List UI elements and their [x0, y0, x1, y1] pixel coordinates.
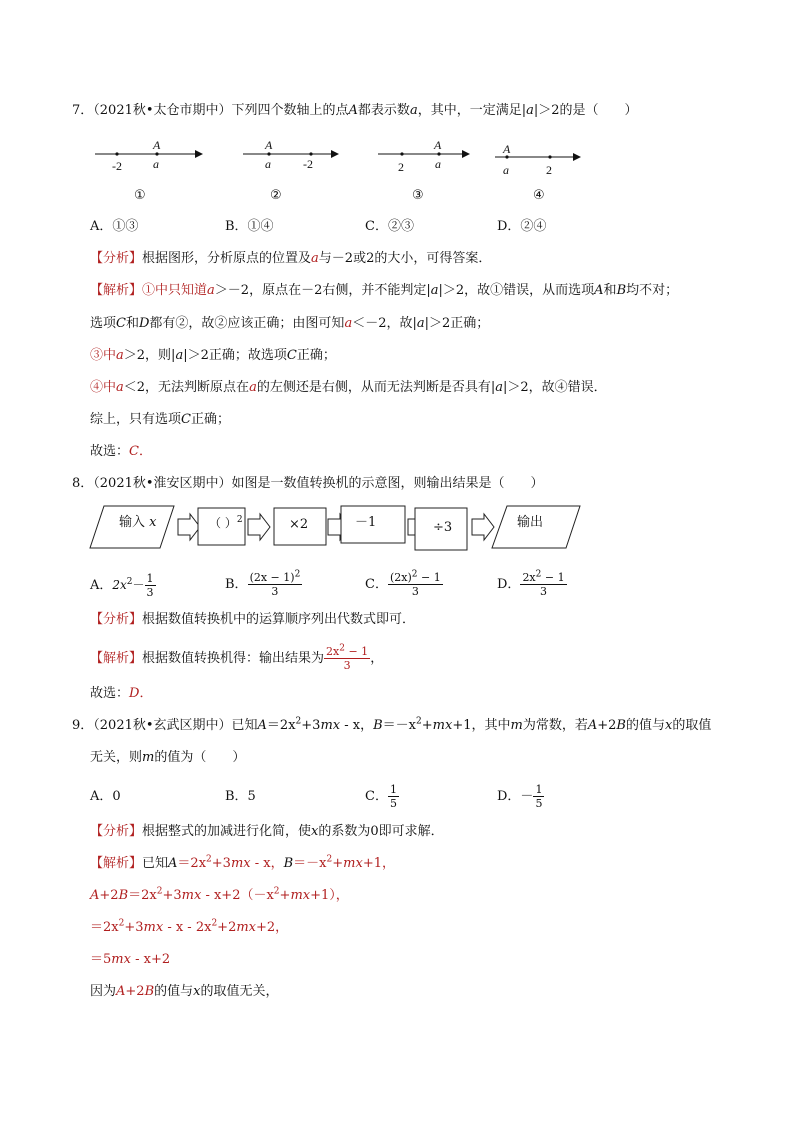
axis2-point: A: [265, 138, 273, 152]
axis4-right: 2: [546, 163, 552, 177]
axis3-number: ③: [412, 188, 424, 203]
flow-div-3: ÷3: [433, 520, 453, 535]
flow-minus-1: －1: [355, 515, 377, 530]
q8-option-d[interactable]: D． $\frac{2x^2 - 1}{3}$: [497, 569, 565, 598]
flow-input: 输入 x: [119, 515, 157, 530]
axis1-number: ①: [134, 188, 146, 203]
axis4-number: ④: [533, 188, 545, 203]
q7-stem: 7．（2021秋•太仓市期中）下列四个数轴上的点A都表示数a，其中，一定满足|a|＞2的是（ ）: [72, 103, 638, 118]
q9-solution-3: $=2x^2+3mx - x - 2x^2+2mx+2$，: [90, 918, 289, 935]
q7-solution-2: 选项C和D都有②，故②应该正确；由图可知a＜－2，故|a|＞2正确；: [90, 316, 490, 331]
q8-option-b[interactable]: B． $\frac{(2x - 1)^2}{3}$: [225, 569, 301, 598]
axis3-below: a: [435, 157, 441, 171]
q8-analysis: 【分析】根据数值转换机中的运算顺序列出代数式即可．: [90, 612, 416, 627]
q7-option-a[interactable]: A．①③: [90, 219, 139, 234]
q7-option-b[interactable]: B．①④: [225, 219, 274, 234]
axis4-below: a: [503, 163, 509, 177]
flow-times-2: ×2: [289, 517, 309, 532]
q7-solution-3: ③中a＞2，则|a|＞2正确；故选项C正确；: [90, 348, 336, 363]
q7-solution-4: ④中a＜2，无法判断原点在a的左侧还是右侧，从而无法判断是否具有|a|＞2，故④错误．: [90, 380, 607, 395]
axis1-left: -2: [112, 159, 122, 173]
q7-option-c[interactable]: C．②③: [365, 219, 414, 234]
q7-answer: 故选：C．: [90, 444, 152, 459]
q9-option-b[interactable]: B．5: [225, 789, 256, 804]
q8-solution: 【解析】根据数值转换机得：输出结果为 $\frac{2x^2 - 1}{3}$ ，: [90, 643, 384, 672]
q7-solution-1: 【解析】①中只知道a＞－2，原点在－2右侧，并不能判定|a|＞2，故①错误，从而选项A和B均不对；: [90, 283, 679, 298]
q7-analysis: 【分析】根据图形，分析原点的位置及a与－2或2的大小，可得答案．: [90, 251, 492, 266]
q9-stem-2: 无关，则m的值为（ ）: [90, 750, 246, 765]
q9-analysis: 【分析】根据整式的加减进行化简，使x的系数为0即可求解．: [90, 824, 444, 839]
axis2-below: a: [265, 157, 271, 171]
axis2-number: ②: [270, 188, 282, 203]
conversion-machine-diagram: [90, 500, 585, 555]
q8-option-c[interactable]: C． $\frac{(2x)^2 - 1}{3}$: [365, 569, 441, 598]
q7-summary: 综上，只有选项C正确；: [90, 412, 230, 427]
q8-option-a[interactable]: A．$2x^2-$ $\frac{1}{3}$: [90, 572, 154, 599]
q7-option-d[interactable]: D．②④: [497, 219, 547, 234]
q9-option-a[interactable]: A．0: [90, 789, 121, 804]
q9-stem: 9．（2021秋•玄武区期中）已知$A=2x^2+3mx - x$，$B=-x^2+mx+1$，其中m为常数，若A+2B的值与x的取值: [72, 716, 712, 733]
q8-stem: 8．（2021秋•淮安区期中）如图是一数值转换机的示意图，则输出结果是（ ）: [72, 476, 544, 491]
q8-answer: 故选：D．: [90, 686, 153, 701]
q9-solution-2: $A+2B=2x^2+3mx - x+2(-x^2+mx+1)$，: [90, 886, 349, 903]
axis1-point: A: [153, 138, 161, 152]
axis2-right: -2: [303, 157, 313, 171]
flow-square: （ ）$^2$: [209, 515, 243, 530]
axis1-below: a: [153, 157, 159, 171]
q9-option-c[interactable]: C． $\frac{1}{5}$: [365, 783, 397, 810]
number-axis-3: [378, 138, 488, 178]
number-axis-2: [243, 138, 353, 178]
q9-solution-5: 因为A+2B的值与x的取值无关，: [90, 984, 279, 999]
q9-solution-4: ＝5mx - x+2: [90, 952, 171, 967]
flow-output: 输出: [517, 515, 544, 530]
q9-option-d[interactable]: D．－ $\frac{1}{5}$: [497, 783, 543, 810]
axis3-left: 2: [398, 160, 404, 174]
axis4-point: A: [503, 142, 511, 156]
q9-solution-1: 【解析】已知$A=2x^2+3mx - x$，$B=-x^2+mx+1$，: [90, 854, 395, 871]
axis3-point: A: [434, 138, 442, 152]
